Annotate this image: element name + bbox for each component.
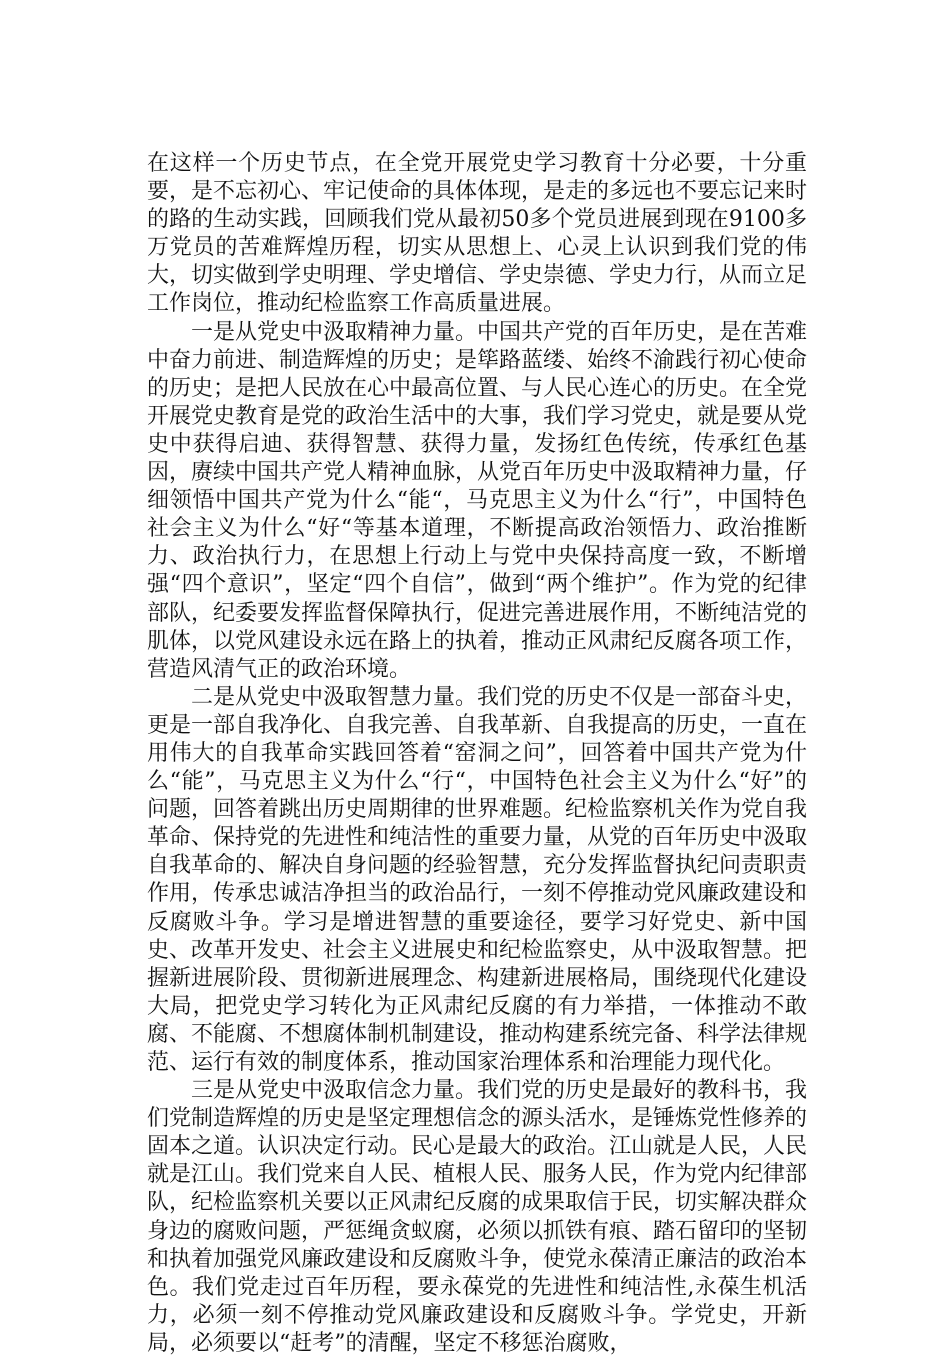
paragraph-intro: 在这样一个历史节点，在全党开展党史学习教育十分必要，十分重要，是不忘初心、牢记使命的具体体现，是走的多远也不要忘记来时的路的生动实践，回顾我们党从最初50多个党员进展到现在9100多万党员的苦难辉煌历程，切实从思想上、心灵上认识到我们党的伟大，切实做到学史明理、学史增信、学史崇德、学史力行，从而立足工作岗位，推动纪检监察工作高质量进展。 xyxy=(147,151,808,317)
paragraph-spiritual-strength: 一是从党史中汲取精神力量。中国共产党的百年历史，是在苦难中奋力前进、制造辉煌的历史；是筚路蓝缕、始终不渝践行初心使命的历史；是把人民放在心中最高位置、与人民心连心的历史。在全党开展党史教育是党的政治生活中的大事，我们学习党史，就是要从党史中获得启迪、获得智慧、获得力量，发扬红色传统，传承红色基因，赓续中国共产党人精神血脉，从党百年历史中汲取精神力量，仔细领悟中国共产党为什么“能“，马克思主义为什么“行”，中国特色社会主义为什么“好“等基本道理，不断提高政治领悟力、政治推断力、政治执行力，在思想上行动上与党中央保持高度一致，不断增强“四个意识”，坚定“四个自信”，做到“两个维护”。作为党的纪律部队，纪委要发挥监督保障执行，促进完善进展作用，不断纯洁党的肌体，以党风建设永远在路上的执着，推动正风肃纪反腐各项工作，营造风清气正的政治环境。 xyxy=(147,319,808,682)
paragraph-wisdom-strength: 二是从党史中汲取智慧力量。我们党的历史不仅是一部奋斗史，更是一部自我净化、自我完善、自我革新、自我提高的历史，一直在用伟大的自我革命实践回答着“窑洞之问”，回答着中国共产党为什么“能”，马克思主义为什么“行“，中国特色社会主义为什么“好”的问题，回答着跳出历史周期律的世界难题。纪检监察机关作为党自我革命、保持党的先进性和纯洁性的重要力量，从党的百年历史中汲取自我革命的、解决自身问题的经验智慧，充分发挥监督执纪问责职责作用，传承忠诚洁净担当的政治品行，一刻不停推动党风廉政建设和反腐败斗争。学习是增进智慧的重要途径，要学习好党史、新中国史、改革开发史、社会主义进展史和纪检监察史，从中汲取智慧。把握新进展阶段、贯彻新进展理念、构建新进展格局，围绕现代化建设大局，把党史学习转化为正风肃纪反腐的有力举措，一体推动不敢腐、不能腐、不想腐体制机制建设，推动构建系统完备、科学法律规范、运行有效的制度体系，推动国家治理体系和治理能力现代化。 xyxy=(147,684,808,1075)
document-body xyxy=(147,150,807,1358)
paragraph-faith-strength: 三是从党史中汲取信念力量。我们党的历史是最好的教科书，我们党制造辉煌的历史是坚定理想信念的源头活水，是锤炼党性修养的固本之道。认识决定行动。民心是最大的政治。江山就是人民，人民就是江山。我们党来自人民、植根人民、服务人民，作为党内纪律部队，纪检监察机关要以正风肃纪反腐的成果取信于民，切实解决群众身边的腐败问题，严惩绳贪蚁腐，必须以抓铁有痕、踏石留印的坚韧和执着加强党风廉政建设和反腐败斗争，使党永葆清正廉洁的政治本色。我们党走过百年历程，要永葆党的先进性和纯洁性,永葆生机活力，必须一刻不停推动党风廉政建设和反腐败斗争。学党史，开新局，必须要以“赶考”的清醒，坚定不移惩治腐败， xyxy=(147,1078,808,1356)
